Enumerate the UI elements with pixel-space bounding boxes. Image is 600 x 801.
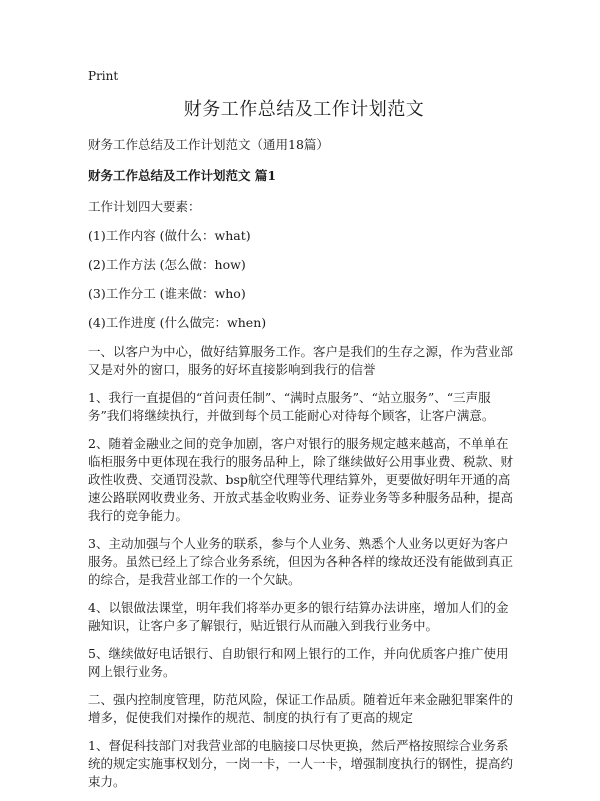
paragraph-item-3: 3、主动加强与个人业务的联系，参与个人业务、熟悉个人业务以更好为客户服务。虽然已经上了综合业务系统，但因为各种各样的缘故还没有能做到真正的综合，是我营业部工作的一个欠缺。 <box>88 536 514 587</box>
document-subtitle: 财务工作总结及工作计划范文（通用18篇） <box>88 137 329 152</box>
paragraph-item-4: 4、以银做法课堂，明年我们将举办更多的银行结算办法讲座，增加人们的金融知识，让客户多了解银行，贴近银行从而融入到我行业务中。 <box>88 600 509 633</box>
paragraph-customer-center: 一、以客户为中心，做好结算服务工作。客户是我们的生存之源，作为营业部又是对外的窗口，服务的好坏直接影响到我行的信誉 <box>88 344 514 377</box>
document-page <box>88 68 520 801</box>
paragraph-item-2: 2、随着金融业之间的竞争加剧，客户对银行的服务规定越来越高，不单单在临柜服务中更体现在我行的服务品种上，除了继续做好公用事业费、税款、财政性收费、交通罚没款、bsp航空代理等代理结算外，更要做好明年开通的高速公路联网收费业务、开放式基金收购业务、证券业务等多种服务品种，提高我行的竞争能力。 <box>88 436 514 523</box>
paragraph-plan-elements: 工作计划四大要素： <box>88 199 201 214</box>
paragraph-item-5: 5、继续做好电话银行、自助银行和网上银行的工作，并向优质客户推广使用网上银行业务。 <box>88 646 509 679</box>
paragraph-work-progress: (4)工作进度 (什么做完：when) <box>88 315 267 330</box>
paragraph-work-method: (2)工作方法 (怎么做：how) <box>88 257 246 272</box>
paragraph-work-content: (1)工作内容 (做什么：what) <box>88 228 251 243</box>
document-title: 财务工作总结及工作计划范文 <box>183 99 425 120</box>
print-label: Print <box>88 69 119 83</box>
paragraph-work-division: (3)工作分工 (谁来做：who) <box>88 286 246 301</box>
section-heading: 财务工作总结及工作计划范文 篇1 <box>88 168 277 183</box>
paragraph-item-1: 1、我行一直提倡的“首问责任制”、“满时点服务”、“站立服务”、“三声服务”我们将继续执行，并做到每个员工能耐心对待每个顾客，让客户满意。 <box>88 390 495 423</box>
paragraph-internal-control: 二、强内控制度管理，防范风险，保证工作品质。随着近年来金融犯罪案件的增多，促使我们对操作的规范、制度的执行有了更高的规定 <box>88 692 514 725</box>
paragraph-control-item-1: 1、督促科技部门对我营业部的电脑接口尽快更换，然后严格按照综合业务系统的规定实施事权划分，一岗一卡，一人一卡，增强制度执行的钢性，提高约束力。 <box>88 738 514 789</box>
